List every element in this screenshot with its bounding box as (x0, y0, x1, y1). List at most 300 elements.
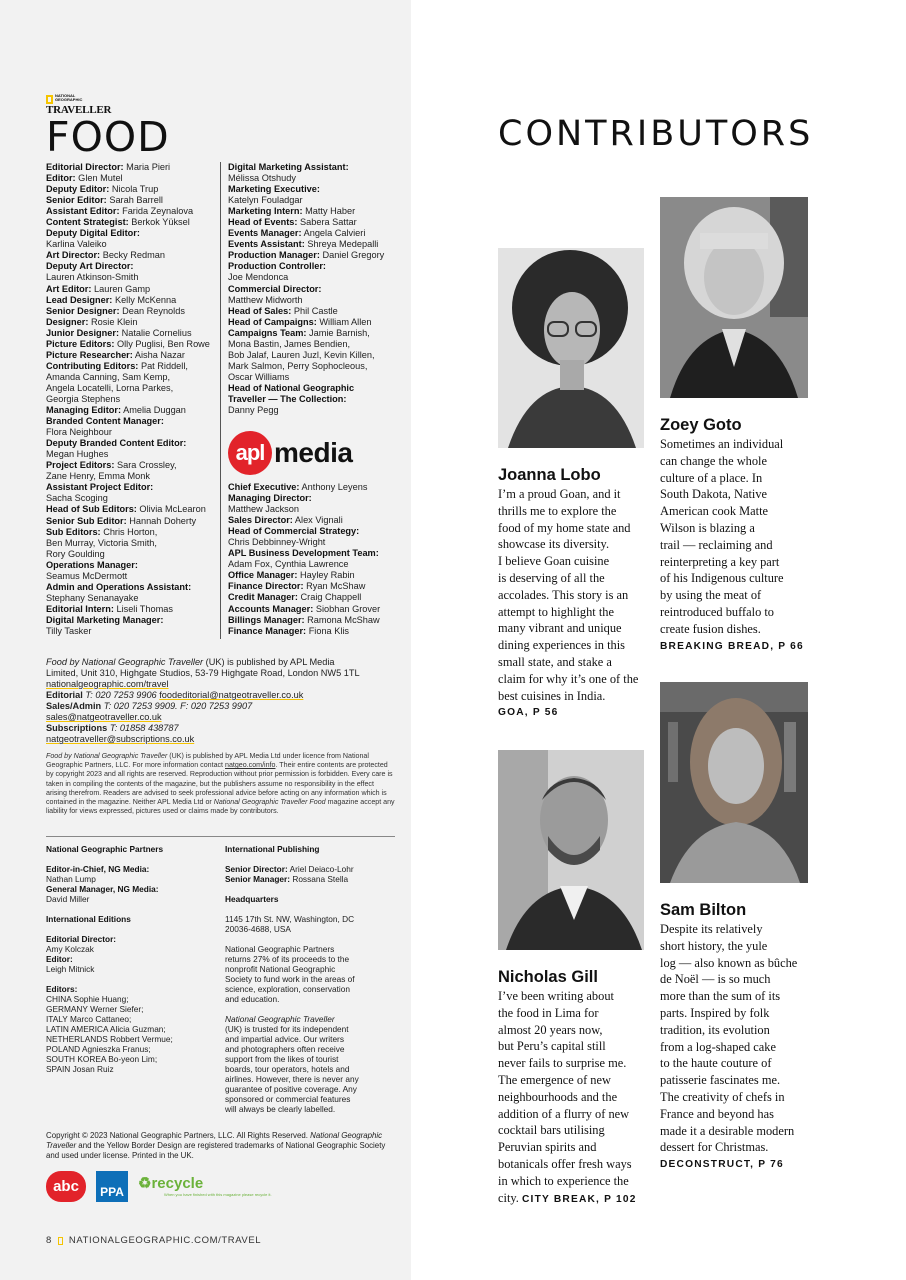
masthead-row (228, 162, 398, 173)
masthead-row (228, 548, 398, 559)
masthead-row (228, 405, 398, 416)
masthead-person: Craig Chappell (300, 592, 362, 603)
masthead-role: Events Assistant: (228, 239, 305, 250)
masthead-person: Sabera Sattar (300, 217, 357, 228)
sam-story-ref[interactable]: DECONSTRUCT, P 76 (660, 1159, 784, 1171)
masthead-role: Billings Manager: (228, 614, 305, 625)
masthead-row (46, 228, 218, 239)
masthead-role: Deputy Art Director: (46, 261, 134, 272)
publisher-address: Limited, Unit 310, Highgate Studios, 53-79 Highgate Road, London NW5 1TL (46, 668, 360, 679)
masthead-person: Phil Castle (293, 305, 338, 316)
masthead-person: William Allen (319, 316, 372, 327)
masthead-person: Joe Mendonca (228, 272, 289, 283)
masthead-role: Marketing Intern: (228, 206, 303, 217)
zoey-name: Zoey Goto (660, 416, 742, 434)
masthead-person: Siobhan Grover (315, 603, 381, 614)
masthead-role: Operations Manager: (46, 559, 138, 570)
trust-text: sponsored or commercial features (225, 1094, 351, 1104)
masthead-row (46, 217, 218, 228)
legal-text-2: . Their entire contents are protected by copyright 2023 and all rights are reserved. Reproduction without prior permission is forbidden. Every care is taken in compiling the contents of the magazine, but the publishers assume no responsibility in the effect arising therefrom. Readers are advised to seek professional advice before acting on any information which is contained in the magazine. Neither APL Media Ltd or (46, 761, 393, 807)
masthead-row (228, 615, 398, 626)
bio-line: I’ve been writing about (498, 989, 614, 1003)
masthead-row (46, 372, 218, 383)
masthead-role: Picture Editors: (46, 338, 115, 349)
masthead-person: Karlina Valeiko (46, 239, 107, 250)
masthead-row (228, 626, 398, 637)
masthead-role: Picture Researcher: (46, 349, 133, 360)
intl-editor: SPAIN Josan Ruiz (46, 1064, 114, 1074)
bio-line: reintroduced buffalo to (660, 604, 775, 619)
intl-editor: POLAND Agnieszka Franus; (46, 1044, 151, 1054)
bio-line: botanicals offer fresh ways (498, 1156, 632, 1171)
masthead-role: Project Editors: (46, 460, 115, 471)
bio-line: France and beyond has (660, 1106, 774, 1121)
ppa-logo: PPA (96, 1171, 128, 1202)
intl-editor: ITALY Marco Cattaneo; (46, 1014, 132, 1024)
masthead-role: Chief Executive: (228, 482, 300, 492)
masthead-row (46, 361, 218, 372)
masthead-row (46, 626, 218, 637)
bio-line: almost 20 years now, (498, 1022, 603, 1037)
masthead-role: Head of Sales: (228, 305, 292, 316)
masthead-row (46, 239, 218, 250)
subscriptions-email-link[interactable]: natgeotraveller@subscriptions.co.uk (46, 734, 195, 745)
subscriptions-label: Subscriptions (46, 723, 108, 734)
sales-email-link[interactable]: sales@natgeotraveller.co.uk (46, 712, 162, 723)
intl-heading: International Editions (46, 914, 131, 924)
masthead-row (228, 604, 398, 615)
returns-text: nonprofit National Geographic (225, 964, 336, 974)
masthead-role: Content Strategist: (46, 217, 129, 228)
masthead-person: Nicola Trup (111, 184, 159, 195)
masthead-person: Danny Pegg (228, 405, 279, 416)
masthead-row (46, 173, 218, 184)
bio-line: small state, and stake a (498, 654, 612, 669)
sd-name: Ariel Deiaco-Lohr (289, 864, 354, 874)
bio-line: best cuisines in India. (498, 688, 606, 703)
masthead-row (228, 261, 398, 272)
gm-role: General Manager, NG Media: (46, 884, 159, 894)
masthead-role: Campaigns Team: (228, 327, 307, 338)
bio-line: I believe Goan cuisine (498, 554, 610, 569)
joanna-bio (498, 486, 648, 722)
masthead-person: Glen Mutel (78, 173, 123, 184)
masthead-row (46, 615, 218, 626)
masthead-person: Sarah Barrell (109, 195, 163, 206)
returns-text: and education. (225, 994, 280, 1004)
masthead-row (228, 361, 398, 372)
masthead-role: Sub Editors: (46, 526, 101, 537)
masthead-row (228, 328, 398, 339)
masthead-person: Bob Jalaf, Lauren Juzl, Kevin Killen, (228, 349, 375, 360)
trust-text: and impartial advice. Our writers (225, 1034, 344, 1044)
masthead-row (46, 538, 218, 549)
editorial-label: Editorial (46, 690, 83, 701)
masthead-person: Tilly Tasker (46, 625, 92, 636)
masthead-person: Jamie Barnish, (309, 327, 370, 338)
recycle-text: recycle (151, 1175, 204, 1192)
bio-line: The creativity of chefs in (660, 1089, 785, 1104)
masthead-row (46, 527, 218, 538)
legal-italic-1: Food by National Geographic Traveller (46, 752, 168, 760)
sm-role: Senior Manager: (225, 874, 291, 884)
ng-partners-column (46, 844, 216, 1074)
bio-line: Wilson is blazing a (660, 520, 755, 535)
bio-line: city. (498, 1190, 519, 1205)
masthead-role: Digital Marketing Assistant: (228, 162, 349, 172)
intl-editor: NETHERLANDS Robbert Vermue; (46, 1034, 173, 1044)
masthead-row (228, 537, 398, 548)
sales-phone: T: 020 7253 9909. F: 020 7253 9907 (101, 701, 253, 712)
bio-line: neighbourhoods and the (498, 1089, 618, 1104)
bio-line: reinterpreting a key part (660, 554, 780, 569)
zoey-bio (660, 436, 820, 655)
copyright-text-2: and the Yellow Border Design are registered trademarks of National Geographic Society and used under license. Printed in the UK. (46, 1141, 386, 1160)
intl-editor-name: Leigh Mitnick (46, 964, 95, 974)
masthead-person: Sara Crossley, (116, 460, 177, 471)
masthead-person: Hayley Rabin (300, 570, 355, 581)
masthead-person: Rosie Klein (90, 316, 138, 327)
masthead-row (228, 228, 398, 239)
masthead-role: Events Manager: (228, 228, 302, 239)
masthead-person: Matty Haber (305, 206, 356, 217)
masthead-person: Shreya Medepalli (307, 239, 379, 250)
masthead-row (46, 284, 218, 295)
masthead-row (46, 482, 218, 493)
masthead-person: Rory Goulding (46, 548, 105, 559)
gm-name: David Miller (46, 894, 90, 904)
masthead-row (46, 162, 218, 173)
legal-text-3: magazine accept any liability for views expressed, pictures used or claims made by contributors. (46, 798, 395, 816)
masthead-row (46, 438, 218, 449)
masthead-row (46, 306, 218, 317)
bio-line: by using the meat of (660, 588, 762, 603)
masthead-role: APL Business Development Team: (228, 548, 379, 559)
bio-line: I’m a proud Goan, and it (498, 487, 621, 501)
masthead-role: Senior Designer: (46, 305, 120, 316)
bio-line: The emergence of new (498, 1072, 611, 1087)
ip-heading: International Publishing (225, 844, 320, 854)
masthead-row (46, 471, 218, 482)
masthead-role: Lead Designer: (46, 294, 113, 305)
masthead-row (46, 405, 218, 416)
masthead-person: Ramona McShaw (307, 614, 380, 625)
masthead-role: Contributing Editors: (46, 360, 139, 371)
masthead-row (46, 549, 218, 560)
bio-line: but Peru’s capital still (498, 1039, 606, 1054)
intl-editor: LATIN AMERICA Alicia Guzman; (46, 1024, 166, 1034)
trust-text: and photographers often receive (225, 1044, 345, 1054)
food-title: FOOD (46, 113, 170, 161)
masthead-person: Mona Bastin, James Bendien, (228, 338, 351, 349)
nicholas-bio (498, 988, 658, 1208)
bio-line: culture of a place. In (660, 470, 763, 485)
bio-line: dining experiences in this (498, 638, 625, 653)
ng-logo (46, 94, 170, 104)
bio-line: to the haute couture of (660, 1056, 772, 1071)
masthead-row (46, 184, 218, 195)
masthead-role: Office Manager: (228, 570, 298, 581)
editorial-phone: T: 020 7253 9906 (82, 690, 160, 701)
zoey-photo (660, 197, 808, 398)
bio-line: Peruvian spirits and (498, 1140, 597, 1155)
masthead-person: Aisha Nazar (134, 349, 185, 360)
logo-row (46, 1171, 272, 1202)
masthead-role: Editorial Intern: (46, 603, 114, 614)
joanna-photo (498, 248, 644, 448)
section-divider (46, 836, 395, 837)
masthead-row (46, 460, 218, 471)
masthead-row (228, 217, 398, 228)
masthead-person: Olivia McLearon (139, 504, 206, 515)
masthead-row (46, 427, 218, 438)
bio-line: parts. Inspired by folk (660, 1005, 770, 1020)
subscriptions-phone: T: 01858 438787 (107, 723, 179, 734)
returns-text: returns 27% of its proceeds to the (225, 954, 350, 964)
nicholas-name: Nicholas Gill (498, 968, 598, 986)
copyright-italic: National Geographic Traveller (46, 1131, 383, 1150)
masthead-row (228, 592, 398, 603)
masthead-person: Mark Salmon, Perry Sophocleous, (228, 360, 368, 371)
bio-line: can change the whole (660, 453, 767, 468)
masthead-row (228, 317, 398, 328)
masthead-role: Production Controller: (228, 261, 326, 272)
masthead-person: Lauren Gamp (93, 283, 151, 294)
legal-italic-2: National Geographic Traveller Food (213, 798, 326, 807)
masthead-person: Stephany Senanayake (46, 592, 139, 603)
page-number: 8 (46, 1235, 52, 1246)
intl-publishing-column (225, 844, 390, 1114)
masthead-person: Olly Puglisi, Ben Rowe (116, 338, 210, 349)
masthead-person: Amanda Canning, Sam Kemp, (46, 371, 171, 382)
bio-line: de Noël — is so much (660, 972, 771, 987)
eic-role: Editor-in-Chief, NG Media: (46, 864, 150, 874)
masthead-row (228, 581, 398, 592)
masthead-person: Adam Fox, Cynthia Lawrence (228, 559, 349, 570)
legal-notice (46, 752, 396, 816)
masthead-row (46, 383, 218, 394)
masthead-role: Accounts Manager: (228, 603, 314, 614)
bio-line: Sometimes an individual (660, 437, 784, 451)
bio-line: create fusion dishes. (660, 621, 761, 636)
masthead-role: Branded Content Manager: (46, 416, 164, 427)
brand-logo (46, 93, 170, 161)
masthead-row (46, 593, 218, 604)
bio-line: more than the sum of its (660, 989, 781, 1004)
masthead-row (46, 339, 218, 350)
masthead-row (46, 350, 218, 361)
masthead-person: Seamus McDermott (46, 570, 128, 581)
bio-line: Despite its relatively (660, 922, 763, 936)
masthead-person: Angela Locatelli, Lorna Parkes, (46, 382, 174, 393)
masthead-person: Sacha Scoging (46, 493, 108, 504)
masthead-role: Assistant Project Editor: (46, 482, 154, 493)
masthead-person: Becky Redman (102, 250, 165, 261)
masthead-row (228, 339, 398, 350)
masthead-role: Designer: (46, 316, 89, 327)
masthead-person: Flora Neighbour (46, 427, 112, 438)
nicholas-story-ref[interactable]: CITY BREAK, P 102 (521, 1193, 637, 1205)
bio-line: attempt to highlight the (498, 604, 614, 619)
bio-line: tradition, its evolution (660, 1022, 770, 1037)
editorial-email-link[interactable]: foodeditorial@natgeotraveller.co.uk (159, 690, 304, 701)
website-link[interactable]: nationalgeographic.com/travel (46, 679, 169, 690)
masthead-person: Megan Hughes (46, 449, 109, 460)
page-footer (46, 1235, 261, 1246)
recycle-logo (138, 1176, 272, 1197)
masthead-role: Head of Campaigns: (228, 316, 317, 327)
apl-circle: apl (228, 431, 272, 475)
intl-ed-dir-role: Editorial Director: (46, 934, 117, 944)
masthead-role: Credit Manager: (228, 592, 298, 603)
bio-line: American cook Matte (660, 504, 769, 519)
intl-editor: CHINA Sophie Huang; (46, 994, 129, 1004)
hq-address: 20036-4688, USA (225, 924, 291, 934)
masthead-role: Finance Manager: (228, 625, 307, 636)
masthead-person: Zane Henry, Emma Monk (46, 471, 150, 482)
masthead-row (46, 206, 218, 217)
sam-bio (660, 921, 820, 1174)
nicholas-photo (498, 750, 644, 950)
masthead-role: Managing Director: (228, 493, 312, 504)
masthead-row (228, 482, 398, 493)
legal-text-1: (UK) is published by APL Media Ltd under licence from National Geographic Partners, LLC. For more information contact (46, 752, 369, 770)
masthead-row (46, 416, 218, 427)
bio-line: thrills me to explore the (498, 503, 617, 518)
abc-logo: abc (46, 1171, 86, 1202)
masthead-role: Art Editor: (46, 283, 92, 294)
masthead-column-apl (228, 482, 398, 637)
masthead-row (228, 239, 398, 250)
masthead-role: Admin and Operations Assistant: (46, 581, 192, 592)
masthead-row (228, 173, 398, 184)
masthead-person: Natalie Cornelius (121, 327, 192, 338)
masthead-role: Art Director: (46, 250, 101, 261)
ng-small-text: NATIONAL GEOGRAPHIC (55, 93, 83, 102)
masthead-row (46, 195, 218, 206)
masthead-role: Assistant Editor: (46, 206, 120, 217)
bio-line: cocktail bars utilising (498, 1123, 605, 1138)
bio-line: made it a desirable modern (660, 1123, 795, 1138)
masthead-person: Anthony Leyens (301, 482, 368, 492)
masthead-role: Head of Sub Editors: (46, 504, 137, 515)
bio-line: accolades. This story is an (498, 587, 629, 602)
masthead-person: Maria Pieri (126, 162, 171, 172)
masthead-row (46, 604, 218, 615)
masthead-role: Managing Editor: (46, 405, 122, 416)
masthead-person: Farida Zeynalova (122, 206, 194, 217)
masthead-person: Dean Reynolds (122, 305, 185, 316)
bio-line: dessert for Christmas. (660, 1140, 769, 1155)
recycle-small-text: When you have finished with this magazine please recycle it. (164, 1192, 272, 1197)
masthead-person: Fiona Klis (308, 625, 350, 636)
masthead-person: Ryan McShaw (306, 581, 366, 592)
returns-text: science, exploration, conservation (225, 984, 350, 994)
bio-line: patisserie fascinates me. (660, 1073, 781, 1088)
hq-address: 1145 17th St. NW, Washington, DC (225, 914, 355, 924)
apl-media-logo (228, 431, 352, 475)
bio-line: claim for why it’s one of the (498, 671, 639, 686)
masthead-person: Alex Vignali (294, 515, 343, 526)
masthead-row (46, 250, 218, 261)
masthead-row (228, 515, 398, 526)
masthead-row (46, 317, 218, 328)
sales-label: Sales/Admin (46, 701, 102, 712)
yellow-border-icon (58, 1237, 63, 1245)
masthead-role: Deputy Digital Editor: (46, 228, 140, 239)
masthead-row (228, 284, 398, 295)
publisher-italic: Food by National Geographic Traveller (46, 657, 204, 667)
eic-name: Nathan Lump (46, 874, 96, 884)
masthead-role: Digital Marketing Manager: (46, 614, 164, 625)
masthead-row (228, 206, 398, 217)
masthead-person: Hannah Doherty (129, 515, 197, 526)
bio-line: from a log-shaped cake (660, 1039, 776, 1054)
sam-photo (660, 682, 808, 883)
masthead-row (46, 504, 218, 515)
bio-line: in which to experience the (498, 1173, 629, 1188)
masthead-row (46, 394, 218, 405)
recycle-icon: ♻ (138, 1175, 152, 1192)
masthead-person: Ben Murray, Victoria Smith, (46, 537, 157, 548)
sam-name: Sam Bilton (660, 901, 747, 919)
yellow-border-icon (46, 95, 53, 104)
bio-line: South Dakota, Native (660, 487, 768, 502)
masthead-row (228, 526, 398, 537)
masthead-person: Liseli Thomas (116, 603, 173, 614)
masthead-role: Senior Editor: (46, 195, 107, 206)
masthead-row (46, 560, 218, 571)
bio-line: many vibrant and unique (498, 621, 622, 636)
zoey-story-ref[interactable]: BREAKING BREAD, P 66 (660, 640, 804, 652)
bio-line: the food in Lima for (498, 1005, 599, 1020)
joanna-name: Joanna Lobo (498, 466, 601, 484)
masthead-column-1 (46, 162, 218, 637)
intl-editor: SOUTH KOREA Bo-yeon Lim; (46, 1054, 158, 1064)
masthead-person: Matthew Jackson (228, 504, 299, 515)
natgeo-info-link[interactable]: natgeo.com/info (225, 761, 276, 770)
intl-ed-dir-name: Amy Kolczak (46, 944, 94, 954)
masthead-role: Editor: (46, 173, 76, 184)
masthead-row (228, 295, 398, 306)
sm-name: Rossana Stella (292, 874, 349, 884)
masthead-role: Deputy Editor: (46, 184, 110, 195)
bio-line: short history, the yule (660, 938, 768, 953)
trust-italic: National Geographic Traveller (225, 1014, 335, 1024)
intl-editor: GERMANY Werner Siefer; (46, 1004, 144, 1014)
masthead-role: Editorial Director: (46, 162, 124, 172)
masthead-row (46, 272, 218, 283)
masthead-person: Chris Debbinney-Wright (228, 537, 326, 548)
masthead-row (228, 306, 398, 317)
bio-line: is deserving of all the (498, 570, 605, 585)
masthead-person: Amelia Duggan (123, 405, 186, 416)
bio-line: log — also known as bûche (660, 955, 798, 970)
masthead-row (228, 350, 398, 361)
intl-editors-role: Editors: (46, 984, 78, 994)
publisher-info (46, 657, 396, 745)
trust-text: boards, tour operators, hotels and (225, 1064, 350, 1074)
masthead-person: Mélissa Otshudy (228, 173, 296, 184)
masthead-row (228, 504, 398, 515)
masthead-row (228, 383, 398, 394)
publisher-line1: (UK) is published by APL Media (203, 657, 335, 667)
masthead-role: Finance Director: (228, 581, 304, 592)
footer-site-link[interactable]: NATIONALGEOGRAPHIC.COM/TRAVEL (68, 1235, 262, 1246)
masthead-row (228, 372, 398, 383)
hq-heading: Headquarters (225, 894, 279, 904)
joanna-story-ref[interactable]: GOA, P 56 (498, 707, 559, 719)
